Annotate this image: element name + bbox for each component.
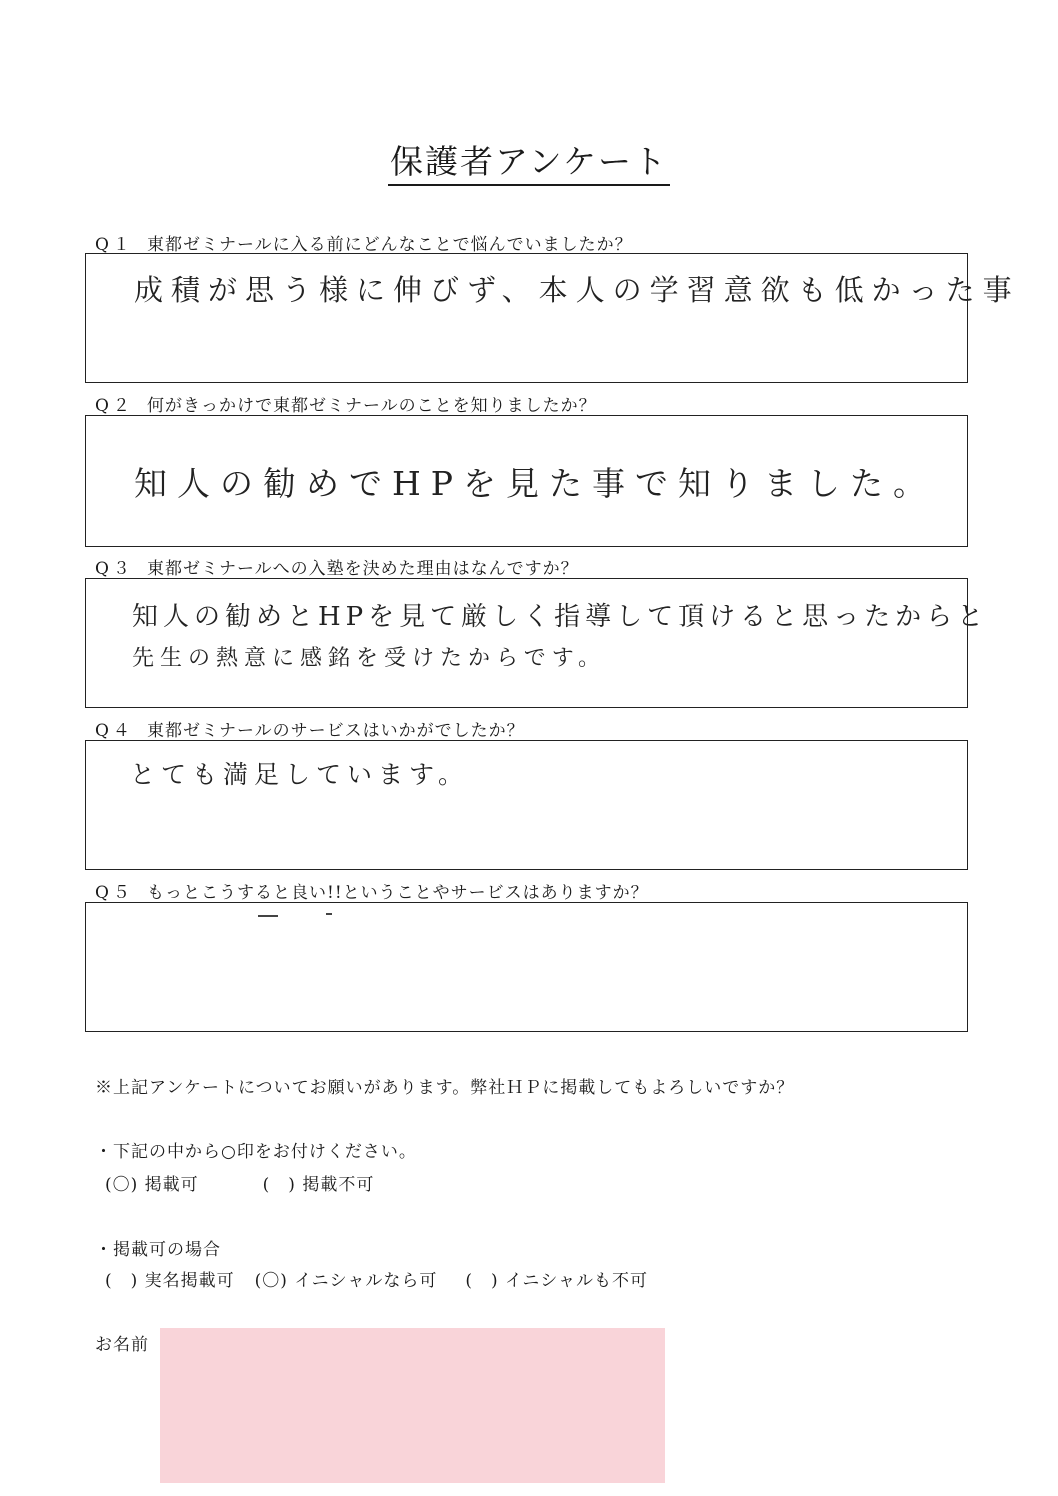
answer-line: 知人の勧めとHPを見て厳しく指導して頂けると思ったからと [132, 602, 989, 632]
option-initial-ng: ( ) イニシャルも不可 [465, 1271, 648, 1291]
answer-box-1 [85, 253, 1020, 383]
page-title: 保護者アンケート [0, 136, 1058, 183]
question-text: 東都ゼミナールのサービスはいかがでしたか？ [147, 721, 525, 741]
option-publish-ng: ( ) 掲載不可 [262, 1175, 375, 1195]
answer-box-4 [85, 740, 968, 870]
question-4 [95, 716, 525, 741]
if-publish-label: ・掲載可の場合 [95, 1240, 221, 1260]
option-initial-ok: (〇) イニシャルなら可 [254, 1271, 438, 1291]
question-number: Q５ [95, 883, 134, 903]
option-publish-ok: (〇) 掲載可 [105, 1175, 199, 1195]
answer-box-5 [85, 902, 968, 1032]
question-number: Q２ [95, 396, 134, 416]
question-5 [95, 878, 649, 903]
question-number: Q３ [95, 559, 134, 579]
answer-line: とても満足しています。 [130, 760, 470, 789]
question-1 [95, 230, 633, 255]
instruction: ・下記の中から○印をお付けください。 [95, 1142, 417, 1162]
name-options [105, 1266, 692, 1291]
answer-line: 知人の勧めでHPを見た事で知りました。 [134, 464, 936, 503]
publish-options [105, 1170, 418, 1195]
question-2 [95, 391, 597, 416]
answer-box-3 [85, 578, 989, 708]
name-label: お名前 [95, 1335, 149, 1355]
answer-line: 先生の熱意に感銘を受けたからです。 [132, 646, 607, 671]
question-number: Q１ [95, 235, 134, 255]
answer-line: 成積が思う様に伸びず、本人の学習意欲も低かった事 [134, 273, 1020, 307]
question-text: 東都ゼミナールに入る前にどんなことで悩んでいましたか？ [147, 235, 633, 255]
question-text: 何がきっかけで東都ゼミナールのことを知りましたか？ [147, 396, 597, 416]
option-realname: ( ) 実名掲載可 [105, 1271, 235, 1291]
question-number: Q４ [95, 721, 134, 741]
question-3 [95, 554, 579, 579]
name-redaction [160, 1328, 665, 1483]
scan-speck [326, 913, 332, 915]
question-text: もっとこうすると良い!!ということやサービスはありますか？ [147, 883, 649, 903]
question-text: 東都ゼミナールへの入塾を決めた理由はなんですか？ [147, 559, 579, 579]
scan-speck [258, 915, 278, 917]
publish-notice: ※上記アンケートについてお願いがあります。弊社ＨＰに掲載してもよろしいですか？ [95, 1078, 795, 1098]
answer-box-2 [85, 415, 968, 547]
